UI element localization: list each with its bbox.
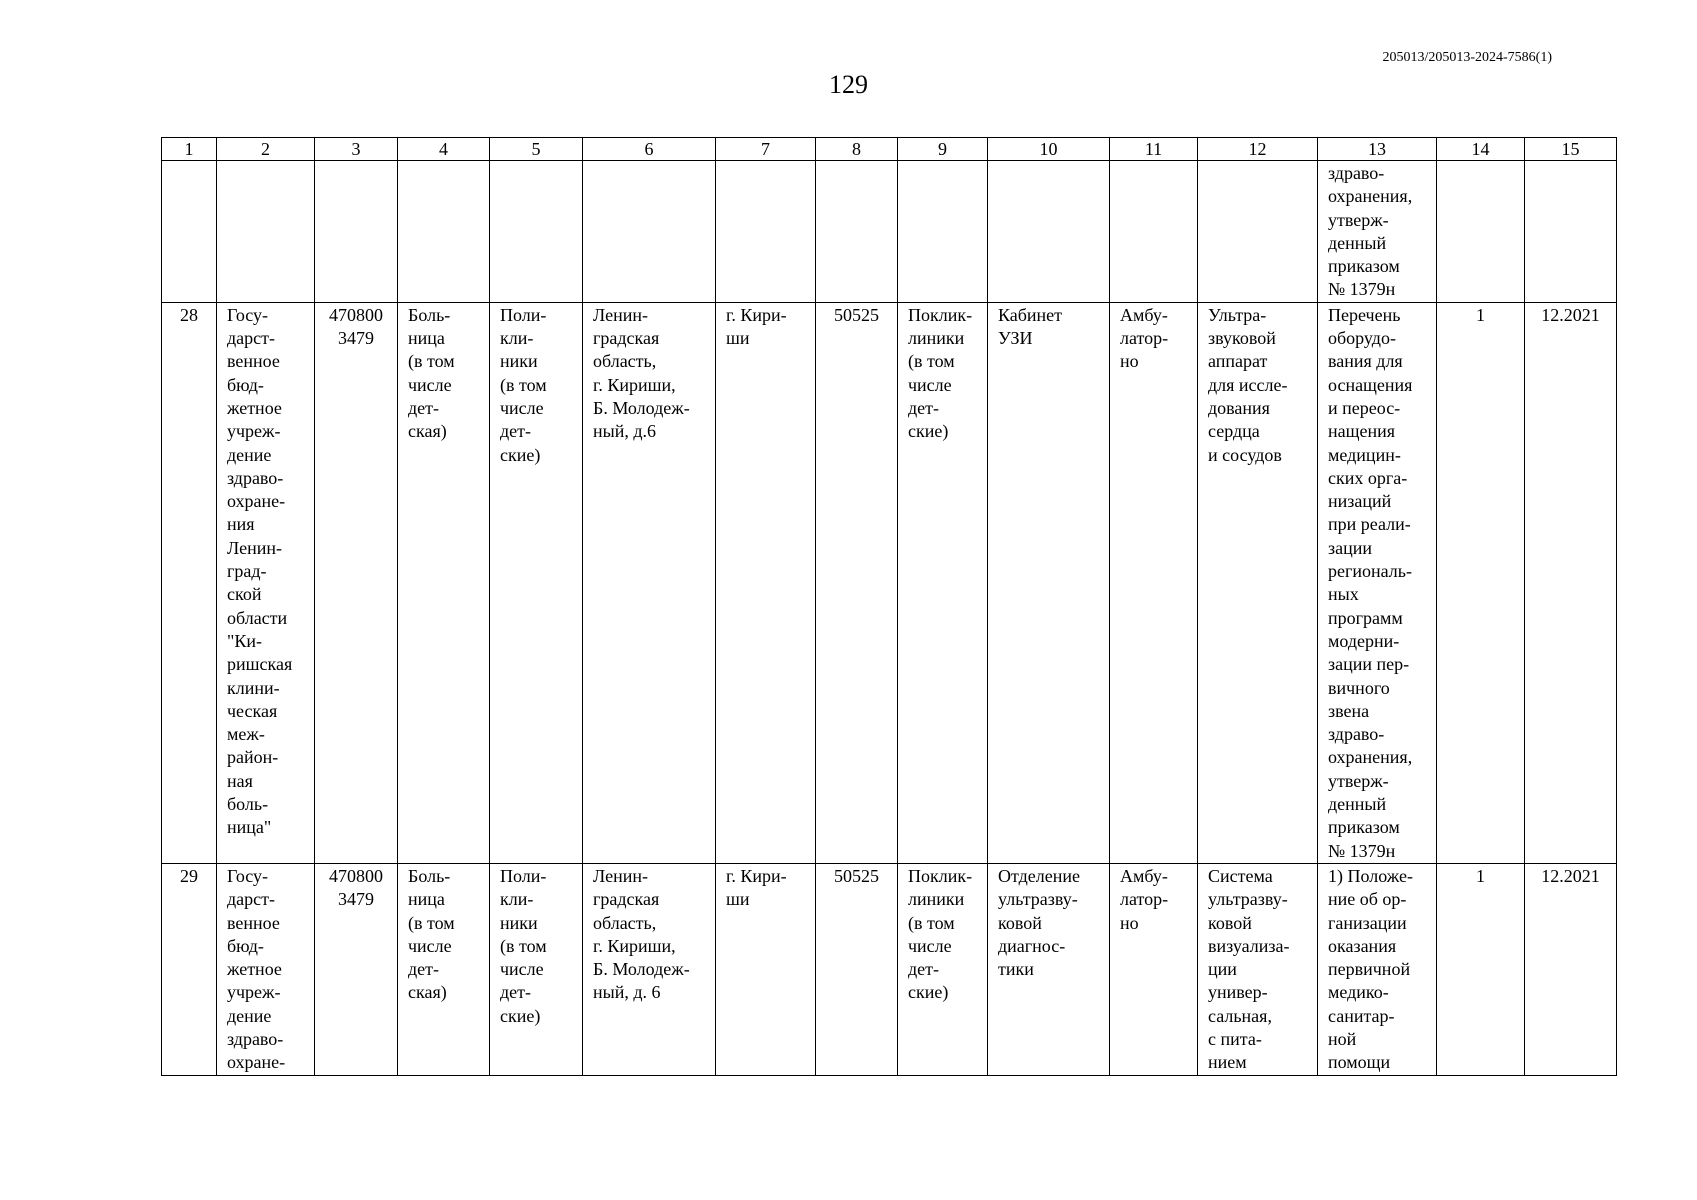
column-number-12: 12 bbox=[1198, 138, 1318, 161]
cell-line: но bbox=[1120, 351, 1139, 372]
column-number-5: 5 bbox=[490, 138, 583, 161]
cell-col-11 bbox=[1110, 161, 1198, 303]
cell-line: универ- bbox=[1208, 982, 1268, 1003]
cell-line: дение bbox=[227, 444, 272, 465]
cell-line: ница bbox=[408, 328, 445, 349]
cell-line: боль- bbox=[227, 794, 269, 815]
cell-address bbox=[583, 863, 716, 1075]
column-number-13: 13 bbox=[1318, 138, 1437, 161]
cell-line: ной bbox=[1328, 1028, 1357, 1049]
cell-line: жетное bbox=[227, 397, 282, 418]
cell-line: "Ки- bbox=[227, 630, 262, 651]
cell-line: Амбу- bbox=[1120, 304, 1168, 325]
cell-line: для иссле- bbox=[1208, 374, 1288, 395]
cell-line: ская) bbox=[408, 982, 447, 1003]
cell-line: тики bbox=[998, 959, 1034, 980]
cell-line: область, bbox=[593, 351, 657, 372]
cell-type bbox=[398, 302, 490, 863]
cell-line: аппарат bbox=[1208, 351, 1268, 372]
cell-line: ции bbox=[1208, 959, 1237, 980]
cell-line: санитар- bbox=[1328, 1005, 1395, 1026]
cell-line: ники bbox=[500, 912, 538, 933]
column-number-row bbox=[162, 138, 1617, 161]
table-row-continuation bbox=[162, 161, 1617, 303]
cell-basis bbox=[1318, 302, 1437, 863]
cell-line: числе bbox=[408, 374, 452, 395]
cell-line: ческая bbox=[227, 700, 278, 721]
cell-line: бюд- bbox=[227, 374, 264, 395]
cell-line: дет- bbox=[908, 397, 940, 418]
cell-col-14 bbox=[1437, 161, 1525, 303]
cell-line: латор- bbox=[1120, 889, 1169, 910]
cell-line: Отделение bbox=[998, 865, 1081, 886]
cell-line: ришская bbox=[227, 654, 293, 675]
cell-line: оснащения bbox=[1328, 374, 1413, 395]
cell-line: ских орга- bbox=[1328, 467, 1408, 488]
cell-line: числе bbox=[408, 935, 452, 956]
cell-subdivision bbox=[490, 302, 583, 863]
cell-line: вания для bbox=[1328, 351, 1403, 372]
cell-line: здраво- bbox=[227, 467, 284, 488]
cell-line: охране- bbox=[227, 491, 286, 512]
cell-line: дение bbox=[227, 1005, 272, 1026]
cell-line: Поклик- bbox=[908, 865, 973, 886]
cell-line: зации bbox=[1328, 537, 1372, 558]
cell-num: 28 bbox=[162, 302, 217, 863]
cell-line: области bbox=[227, 607, 288, 628]
cell-line: г. Кириши, bbox=[593, 374, 676, 395]
cell-line: 1) Положе- bbox=[1328, 865, 1413, 886]
cell-line: нием bbox=[1208, 1052, 1247, 1073]
cell-col-15 bbox=[1525, 161, 1617, 303]
cell-line: ная bbox=[227, 770, 253, 791]
cell-room bbox=[988, 863, 1110, 1075]
cell-col-10 bbox=[988, 161, 1110, 303]
cell-line: меж- bbox=[227, 724, 265, 745]
cell-line: модерни- bbox=[1328, 630, 1400, 651]
cell-locality bbox=[716, 863, 816, 1075]
cell-care-form bbox=[1110, 302, 1198, 863]
cell-line: Поли- bbox=[500, 304, 547, 325]
cell-address bbox=[583, 302, 716, 863]
cell-line: числе bbox=[908, 374, 952, 395]
cell-line: линики bbox=[908, 328, 965, 349]
cell-line: ганизации bbox=[1328, 912, 1407, 933]
cell-line: медико- bbox=[1328, 982, 1389, 1003]
cell-line: дет- bbox=[500, 421, 532, 442]
cell-line: Система bbox=[1208, 865, 1273, 886]
cell-line: программ bbox=[1328, 607, 1403, 628]
cell-line: денный bbox=[1328, 794, 1387, 815]
cell-line: звуковой bbox=[1208, 328, 1276, 349]
cell-line: ши bbox=[726, 328, 750, 349]
cell-line: бюд- bbox=[227, 935, 264, 956]
cell-line: ской bbox=[227, 584, 262, 605]
cell-line: (в том bbox=[500, 935, 547, 956]
cell-line: низаций bbox=[1328, 491, 1392, 512]
cell-line: нащения bbox=[1328, 421, 1396, 442]
cell-unit bbox=[898, 302, 988, 863]
cell-line: приказом bbox=[1328, 817, 1400, 838]
cell-line: ных bbox=[1328, 584, 1359, 605]
cell-line: и переос- bbox=[1328, 397, 1401, 418]
cell-line: зации пер- bbox=[1328, 654, 1410, 675]
cell-inn bbox=[315, 863, 398, 1075]
cell-line: (в том bbox=[500, 374, 547, 395]
table-row bbox=[162, 302, 1617, 863]
cell-line: Перечень bbox=[1328, 304, 1401, 325]
cell-line: с пита- bbox=[1208, 1028, 1262, 1049]
page-number: 129 bbox=[829, 70, 868, 99]
cell-line: ультразву- bbox=[998, 889, 1078, 910]
cell-line: Ленин- bbox=[593, 865, 648, 886]
cell-line: ские) bbox=[500, 1005, 541, 1026]
cell-equipment bbox=[1198, 863, 1318, 1075]
cell-line: Госу- bbox=[227, 304, 269, 325]
cell-line: УЗИ bbox=[998, 328, 1033, 349]
cell-line: ши bbox=[726, 889, 750, 910]
cell-line: кли- bbox=[500, 889, 534, 910]
cell-line: ские) bbox=[908, 421, 949, 442]
cell-line: охранения, bbox=[1328, 747, 1413, 768]
cell-line: звена bbox=[1328, 700, 1370, 721]
cell-line: латор- bbox=[1120, 328, 1169, 349]
cell-line: дарст- bbox=[227, 889, 275, 910]
cell-type bbox=[398, 863, 490, 1075]
cell-inn bbox=[315, 302, 398, 863]
cell-num: 29 bbox=[162, 863, 217, 1075]
cell-line: 3479 bbox=[338, 889, 374, 910]
cell-date: 12.2021 bbox=[1525, 302, 1617, 863]
cell-line: денный bbox=[1328, 232, 1387, 253]
cell-line: Боль- bbox=[408, 304, 451, 325]
cell-room bbox=[988, 302, 1110, 863]
cell-col-6 bbox=[583, 161, 716, 303]
cell-line: сердца bbox=[1208, 421, 1260, 442]
cell-line: град- bbox=[227, 561, 267, 582]
cell-line: г. Кири- bbox=[726, 865, 787, 886]
cell-line: ские) bbox=[500, 444, 541, 465]
cell-line: Боль- bbox=[408, 865, 451, 886]
cell-qty: 1 bbox=[1437, 302, 1525, 863]
cell-line: но bbox=[1120, 912, 1139, 933]
cell-line: № 1379н bbox=[1328, 279, 1396, 300]
cell-line: приказом bbox=[1328, 256, 1400, 277]
cell-date: 12.2021 bbox=[1525, 863, 1617, 1075]
cell-line: Кабинет bbox=[998, 304, 1063, 325]
cell-line: Ультра- bbox=[1208, 304, 1267, 325]
cell-line: линики bbox=[908, 889, 965, 910]
cell-line: диагнос- bbox=[998, 935, 1066, 956]
cell-line: ница bbox=[408, 889, 445, 910]
document-id: 205013/205013-2024-7586(1) bbox=[1382, 50, 1552, 65]
cell-line: Госу- bbox=[227, 865, 269, 886]
cell-org bbox=[217, 302, 315, 863]
column-number-11: 11 bbox=[1110, 138, 1198, 161]
cell-care-form bbox=[1110, 863, 1198, 1075]
cell-line: (в том bbox=[908, 912, 955, 933]
cell-col-8 bbox=[816, 161, 898, 303]
cell-line: венное bbox=[227, 351, 280, 372]
cell-line: Поли- bbox=[500, 865, 547, 886]
cell-line: числе bbox=[908, 935, 952, 956]
cell-line: ница" bbox=[227, 817, 272, 838]
column-number-15: 15 bbox=[1525, 138, 1617, 161]
column-number-1: 1 bbox=[162, 138, 217, 161]
cell-line: ультразву- bbox=[1208, 889, 1288, 910]
cell-line: 470800 bbox=[329, 865, 383, 886]
cell-line: дет- bbox=[500, 982, 532, 1003]
cell-line: Поклик- bbox=[908, 304, 973, 325]
cell-line: венное bbox=[227, 912, 280, 933]
cell-line: вичного bbox=[1328, 677, 1390, 698]
cell-line: учреж- bbox=[227, 421, 281, 442]
cell-line: охране- bbox=[227, 1052, 286, 1073]
column-number-8: 8 bbox=[816, 138, 898, 161]
cell-col-1 bbox=[162, 161, 217, 303]
cell-line: дет- bbox=[408, 397, 440, 418]
cell-locality bbox=[716, 302, 816, 863]
cell-line: здраво- bbox=[1328, 163, 1385, 183]
cell-col-5 bbox=[490, 161, 583, 303]
cell-line: сальная, bbox=[1208, 1005, 1272, 1026]
cell-line: оборудо- bbox=[1328, 328, 1396, 349]
cell-line: утверж- bbox=[1328, 770, 1389, 791]
cell-line: г. Кири- bbox=[726, 304, 787, 325]
cell-line: клини- bbox=[227, 677, 280, 698]
column-number-9: 9 bbox=[898, 138, 988, 161]
cell-line: (в том bbox=[408, 351, 455, 372]
cell-line: Ленин- bbox=[593, 304, 648, 325]
cell-line: охранения, bbox=[1328, 186, 1413, 207]
cell-line: при реали- bbox=[1328, 514, 1411, 535]
cell-equipment bbox=[1198, 302, 1318, 863]
cell-line: градская bbox=[593, 328, 660, 349]
cell-line: Б. Молодеж- bbox=[593, 959, 690, 980]
cell-line: здраво- bbox=[1328, 724, 1385, 745]
cell-line: Ленин- bbox=[227, 537, 282, 558]
cell-line: 3479 bbox=[338, 328, 374, 349]
cell-qty: 1 bbox=[1437, 863, 1525, 1075]
cell-line: (в том bbox=[908, 351, 955, 372]
cell-line: ния bbox=[227, 514, 255, 535]
table-row bbox=[162, 863, 1617, 1075]
column-number-10: 10 bbox=[988, 138, 1110, 161]
cell-col-13 bbox=[1318, 161, 1437, 303]
cell-line: жетное bbox=[227, 959, 282, 980]
cell-line: дет- bbox=[908, 959, 940, 980]
equipment-table bbox=[161, 137, 1617, 1076]
cell-line: ный, д.6 bbox=[593, 421, 657, 442]
cell-line: оказания bbox=[1328, 935, 1397, 956]
column-number-4: 4 bbox=[398, 138, 490, 161]
cell-line: помощи bbox=[1328, 1052, 1391, 1073]
cell-line: Б. Молодеж- bbox=[593, 397, 690, 418]
cell-line: ковой bbox=[998, 912, 1042, 933]
cell-org bbox=[217, 863, 315, 1075]
cell-basis bbox=[1318, 863, 1437, 1075]
cell-col-4 bbox=[398, 161, 490, 303]
cell-line: и сосудов bbox=[1208, 444, 1282, 465]
cell-line: область, bbox=[593, 912, 657, 933]
cell-line: ный, д. 6 bbox=[593, 982, 661, 1003]
column-number-7: 7 bbox=[716, 138, 816, 161]
cell-line: ние об ор- bbox=[1328, 889, 1407, 910]
cell-line: учреж- bbox=[227, 982, 281, 1003]
cell-line: первичной bbox=[1328, 959, 1411, 980]
cell-line: утверж- bbox=[1328, 209, 1389, 230]
cell-line: числе bbox=[500, 397, 544, 418]
cell-line: дет- bbox=[408, 959, 440, 980]
cell-line: региональ- bbox=[1328, 561, 1412, 582]
cell-line: медицин- bbox=[1328, 444, 1401, 465]
cell-line: ская) bbox=[408, 421, 447, 442]
cell-col-2 bbox=[217, 161, 315, 303]
cell-col-12 bbox=[1198, 161, 1318, 303]
cell-line: ковой bbox=[1208, 912, 1252, 933]
cell-col-7 bbox=[716, 161, 816, 303]
cell-unit bbox=[898, 863, 988, 1075]
cell-line: № 1379н bbox=[1328, 840, 1396, 861]
cell-line: визуализа- bbox=[1208, 935, 1290, 956]
cell-line: Амбу- bbox=[1120, 865, 1168, 886]
cell-code: 50525 bbox=[816, 302, 898, 863]
cell-subdivision bbox=[490, 863, 583, 1075]
cell-line: кли- bbox=[500, 328, 534, 349]
cell-code: 50525 bbox=[816, 863, 898, 1075]
cell-line: ники bbox=[500, 351, 538, 372]
cell-col-3 bbox=[315, 161, 398, 303]
column-number-2: 2 bbox=[217, 138, 315, 161]
cell-line: район- bbox=[227, 747, 279, 768]
cell-col-9 bbox=[898, 161, 988, 303]
cell-line: ские) bbox=[908, 982, 949, 1003]
cell-line: здраво- bbox=[227, 1028, 284, 1049]
cell-line: градская bbox=[593, 889, 660, 910]
cell-line: г. Кириши, bbox=[593, 935, 676, 956]
column-number-6: 6 bbox=[583, 138, 716, 161]
cell-line: числе bbox=[500, 959, 544, 980]
cell-line: (в том bbox=[408, 912, 455, 933]
cell-line: дования bbox=[1208, 397, 1270, 418]
cell-line: дарст- bbox=[227, 328, 275, 349]
column-number-14: 14 bbox=[1437, 138, 1525, 161]
cell-line: 470800 bbox=[329, 304, 383, 325]
column-number-3: 3 bbox=[315, 138, 398, 161]
